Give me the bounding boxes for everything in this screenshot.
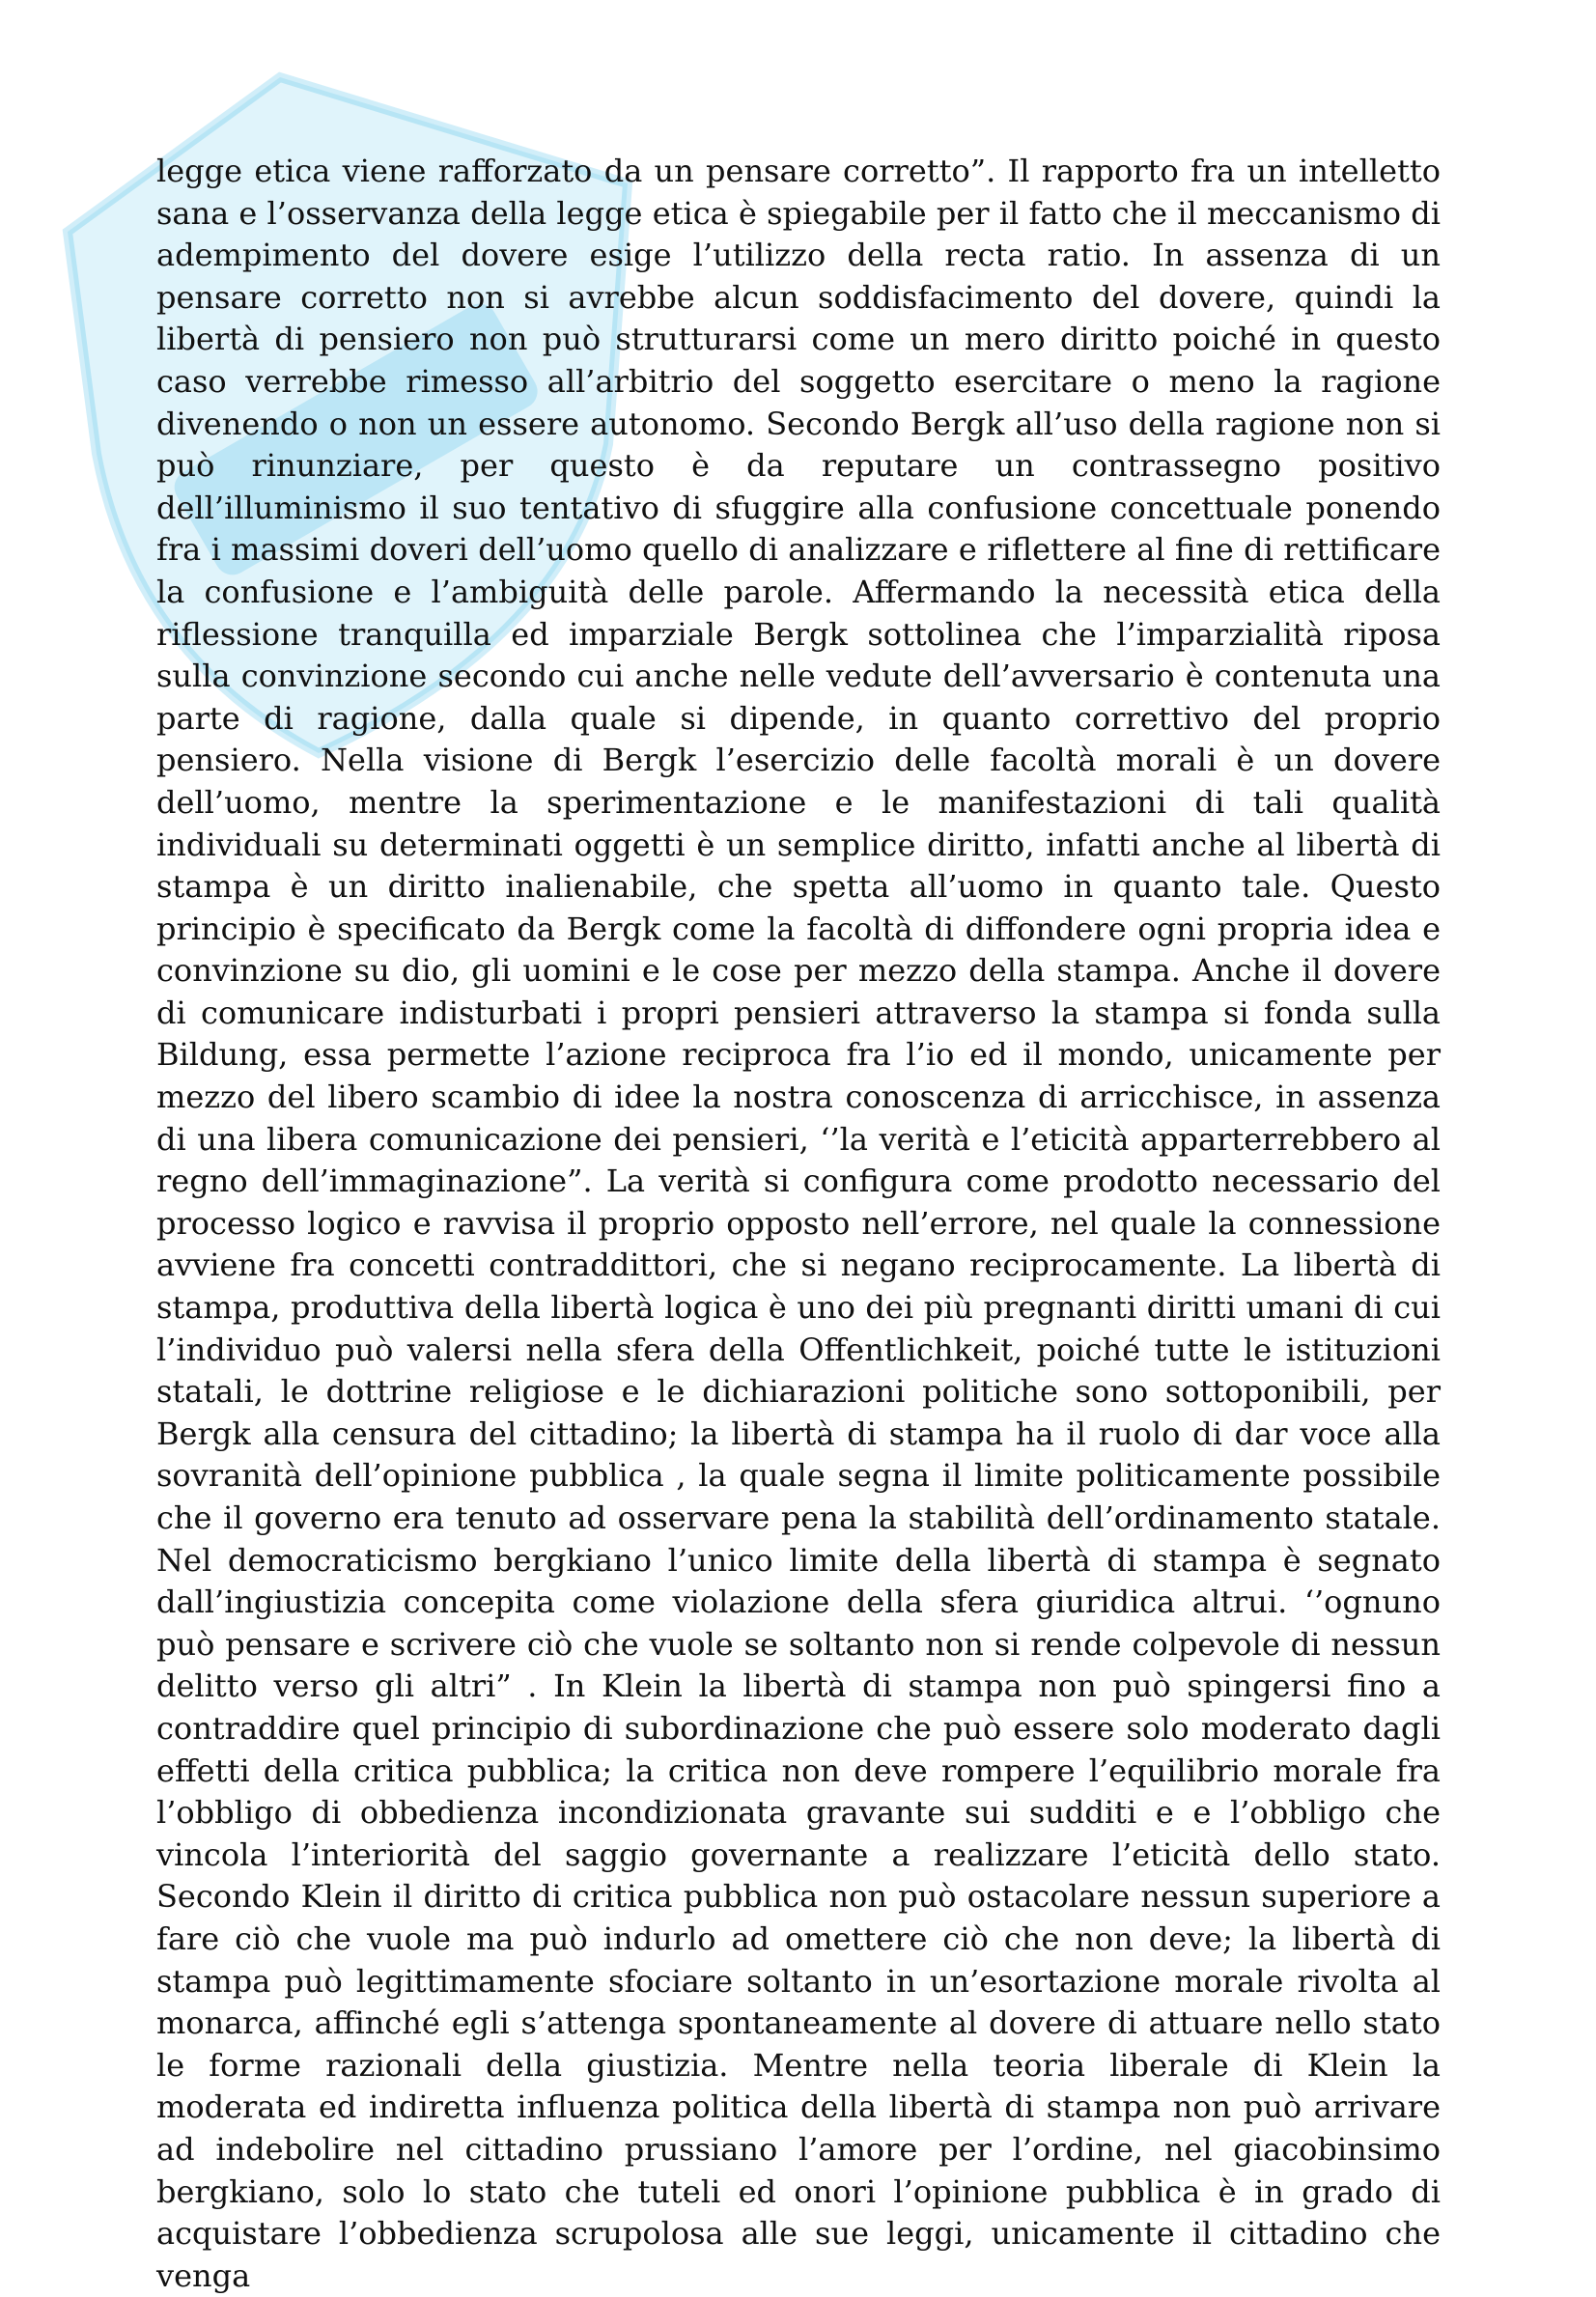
document-body [156, 151, 1441, 2297]
body-paragraph: legge etica viene rafforzato da un pensare corretto”. Il rapporto fra un intelletto sana e l’osservanza della legge etica è spiegabile per il fatto che il meccanismo di adempimento del dovere esige l’utilizzo della recta ratio. In assenza di un pensare corretto non si avrebbe alcun soddisfacimento del dovere, quindi la libertà di pensiero non può strutturarsi come un mero diritto poiché in questo caso verrebbe rimesso all’arbitrio del soggetto esercitare o meno la ragione divenendo o non un essere autonomo. Secondo Bergk all’uso della ragione non si può rinunziare, per questo è da reputare un contrassegno positivo dell’illuminismo il suo tentativo di sfuggire alla confusione concettuale ponendo fra i massimi doveri dell’uomo quello di analizzare e riflettere al fine di rettificare la confusione e l’ambiguità delle parole. Affermando la necessità etica della riflessione tranquilla ed imparziale Bergk sottolinea che l’imparzialità riposa sulla convinzione secondo cui anche nelle vedute dell’avversario è contenuta una parte di ragione, dalla quale si dipende, in quanto correttivo del proprio pensiero. Nella visione di Bergk l’esercizio delle facoltà morali è un dovere dell’uomo, mentre la sperimentazione e le manifestazioni di tali qualità individuali su determinati oggetti è un semplice diritto, infatti anche al libertà di stampa è un diritto inalienabile, che spetta all’uomo in quanto tale. Questo principio è specificato da Bergk come la facoltà di diffondere ogni propria idea e convinzione su dio, gli uomini e le cose per mezzo della stampa. Anche il dovere di comunicare indisturbati i propri pensieri attraverso la stampa si fonda sulla Bildung, essa permette l’azione reciproca fra l’io ed il mondo, unicamente per mezzo del libero scambio di idee la nostra conoscenza di arricchisce, in assenza di una libera comunicazione dei pensieri, ‘’la verità e l’eticità apparterrebbero al regno dell’immaginazione”. La verità si configura come prodotto necessario del processo logico e ravvisa il proprio opposto nell’errore, nel quale la connessione avviene fra concetti contraddittori, che si negano reciprocamente. La libertà di stampa, produttiva della libertà logica è uno dei più pregnanti diritti umani di cui l’individuo può valersi nella sfera della Offentlichkeit, poiché tutte le istituzioni statali, le dottrine religiose e le dichiarazioni politiche sono sottoponibili, per Bergk alla censura del cittadino; la libertà di stampa ha il ruolo di dar voce alla sovranità dell’opinione pubblica , la quale segna il limite politicamente possibile che il governo era tenuto ad osservare pena la stabilità dell’ordinamento statale. Nel democraticismo bergkiano l’unico limite della libertà di stampa è segnato dall’ingiustizia concepita come violazione della sfera giuridica altrui. ‘’ognuno può pensare e scrivere ciò che vuole se soltanto non si rende colpevole di nessun delitto verso gli altri” . In Klein la libertà di stampa non può spingersi fino a contraddire quel principio di subordinazione che può essere solo moderato dagli effetti della critica pubblica; la critica non deve rompere l’equilibrio morale fra l’obbligo di obbedienza incondizionata gravante sui sudditi e e l’obbligo che vincola l’interiorità del saggio governante a realizzare l’eticità dello stato. Secondo Klein il diritto di critica pubblica non può ostacolare nessun superiore a fare ciò che vuole ma può indurlo ad omettere ciò che non deve; la libertà di stampa può legittimamente sfociare soltanto in un’esortazione morale rivolta al monarca, affinché egli s’attenga spontaneamente al dovere di attuare nello stato le forme razionali della giustizia. Mentre nella teoria liberale di Klein la moderata ed indiretta influenza politica della libertà di stampa non può arrivare ad indebolire nel cittadino prussiano l’amore per l’ordine, nel giacobinsimo bergkiano, solo lo stato che tuteli ed onori l’opinione pubblica è in grado di acquistare l’obbedienza scrupolosa alle sue leggi, unicamente il cittadino che venga [156, 153, 1441, 2294]
